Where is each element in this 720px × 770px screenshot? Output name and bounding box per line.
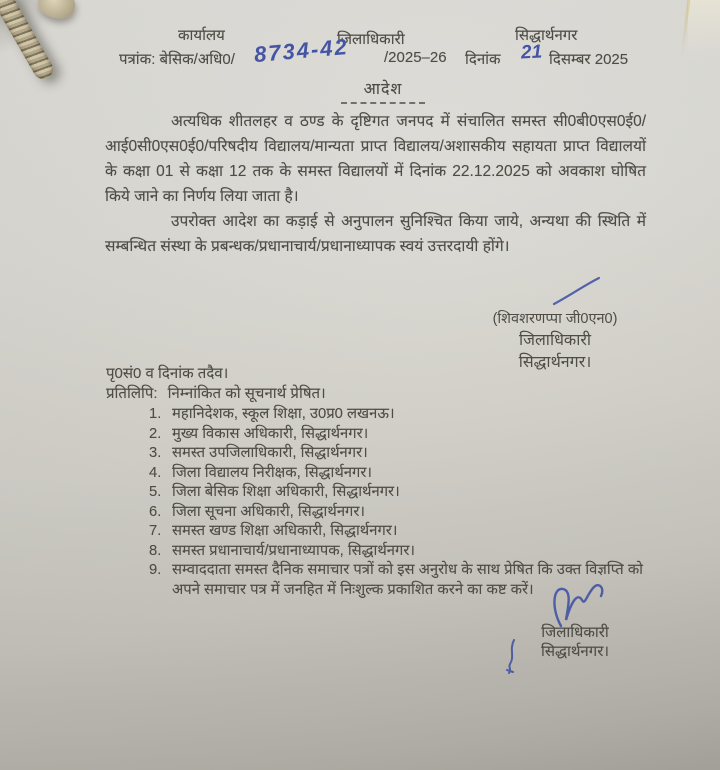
date-label: दिनांक xyxy=(465,51,501,68)
signature-stroke-icon xyxy=(551,276,603,308)
order-paragraph-2: उपरोक्त आदेश का कड़ाई से अनुपालन सुनिश्चित किया जाये, अन्यथा की स्थिति में सम्बन्धित संस्था के प्रबन्धक/प्रधानाचार्य/प्रधानाध्यापक स्वयं उत्तरदायी होंगे। xyxy=(105,213,646,255)
pen-tick-icon xyxy=(504,638,522,676)
copy-heading-text: निम्नांकित को सूचनार्थ प्रेषित। xyxy=(167,385,326,402)
copy-item-text: सम्वाददाता समस्त दैनिक समाचार पत्रों को इस अनुरोध के साथ प्रेषित कि उक्त विज्ञप्ति को अपने समाचार पत्र में जनहित में निःशुल्क प्रकाशित करने का कष्ट करें। xyxy=(172,562,644,598)
copy-item-number: 5. xyxy=(149,484,162,500)
copy-item-text: मुख्य विकास अधिकारी, सिद्धार्थनगर। xyxy=(172,425,369,442)
copy-item xyxy=(106,464,654,484)
copy-heading xyxy=(106,384,654,404)
order-body xyxy=(105,109,646,259)
copy-item-text: महानिदेशक, स्कूल शिक्षा, उ0प्र0 लखनऊ। xyxy=(172,406,395,422)
order-title-block xyxy=(323,77,443,104)
copy-item-number: 1. xyxy=(149,406,162,422)
copy-item-number: 4. xyxy=(149,464,162,481)
copy-item xyxy=(106,444,654,464)
copy-item-number: 8. xyxy=(149,542,162,559)
copy-item-number: 9. xyxy=(149,562,162,578)
copy-item xyxy=(106,503,654,523)
authority-name: जिलाधिकारी xyxy=(337,31,405,48)
copy-item-text: समस्त उपजिलाधिकारी, सिद्धार्थनगर। xyxy=(172,445,368,461)
paper-edge-highlight xyxy=(688,0,720,60)
signature-scrawl-icon xyxy=(546,580,612,628)
order-paragraph-1: अत्यधिक शीतलहर व ठण्ड के दृष्टिगत जनपद में संचालित समस्त सी0बी0एस0ई0/आई0सी0एस0ई0/परिषदीय विद्यालय/मान्यता प्राप्त विद्यालय/अशासकीय सहायता प्राप्त विद्यालयों के कक्षा 01 से कक्षा 12 तक के समस्त विद्यालयों में दिनांक 22.12.2025 को अवकाश घोषित किये जाने का निर्णय लिया जाता है। xyxy=(105,113,646,205)
copy-item-number: 7. xyxy=(149,523,162,539)
office-name: कार्यालय xyxy=(178,27,225,44)
ref-same-note: पृ0सं0 व दिनांक तदैव। xyxy=(106,365,229,382)
signer-name: (शिवशरणप्पा जी0एन0) xyxy=(492,311,618,327)
copy-item xyxy=(106,483,654,503)
dm-designation: जिलाधिकारी xyxy=(541,624,609,641)
copy-item-number: 2. xyxy=(149,425,162,442)
copy-item xyxy=(106,522,654,542)
endorsement-block xyxy=(106,364,654,600)
copy-item-text: जिला विद्यालय निरीक्षक, सिद्धार्थनगर। xyxy=(172,464,373,481)
copy-item xyxy=(106,405,654,425)
copy-item-number: 6. xyxy=(149,503,162,520)
ref-number-label: पत्रांक: बेसिक/अधि0/ xyxy=(119,51,235,68)
copy-item-number: 3. xyxy=(149,445,162,461)
district-name: सिद्धार्थनगर xyxy=(515,27,578,44)
copy-item xyxy=(106,542,654,562)
date-month-year: दिसम्बर 2025 xyxy=(549,51,629,68)
signer-designation: जिलाधिकारी xyxy=(518,332,592,349)
copy-list xyxy=(106,405,654,600)
ref-year: /2025–26 xyxy=(384,49,447,66)
date-day-handwritten: 21 xyxy=(520,41,543,64)
copy-item-text: जिला बेसिक शिक्षा अधिकारी, सिद्धार्थनगर। xyxy=(172,484,400,500)
dm-district: सिद्धार्थनगर। xyxy=(540,642,610,660)
order-title: आदेश xyxy=(363,81,403,98)
order-title-underline xyxy=(341,102,425,104)
signer-district: सिद्धार्थनगर। xyxy=(518,354,592,371)
copy-item-text: समस्त खण्ड शिक्षा अधिकारी, सिद्धार्थनगर। xyxy=(172,523,398,539)
copy-heading-label: प्रतिलिपि: xyxy=(106,385,158,402)
copy-item xyxy=(106,425,654,445)
signature-block-bottom xyxy=(500,624,650,661)
copy-item-text: समस्त प्रधानाचार्य/प्रधानाध्यापक, सिद्धार्थनगर। xyxy=(172,542,415,559)
copy-item-text: जिला सूचना अधिकारी, सिद्धार्थनगर। xyxy=(172,503,366,520)
ref-number-handwritten: 8734-42 xyxy=(253,33,350,68)
